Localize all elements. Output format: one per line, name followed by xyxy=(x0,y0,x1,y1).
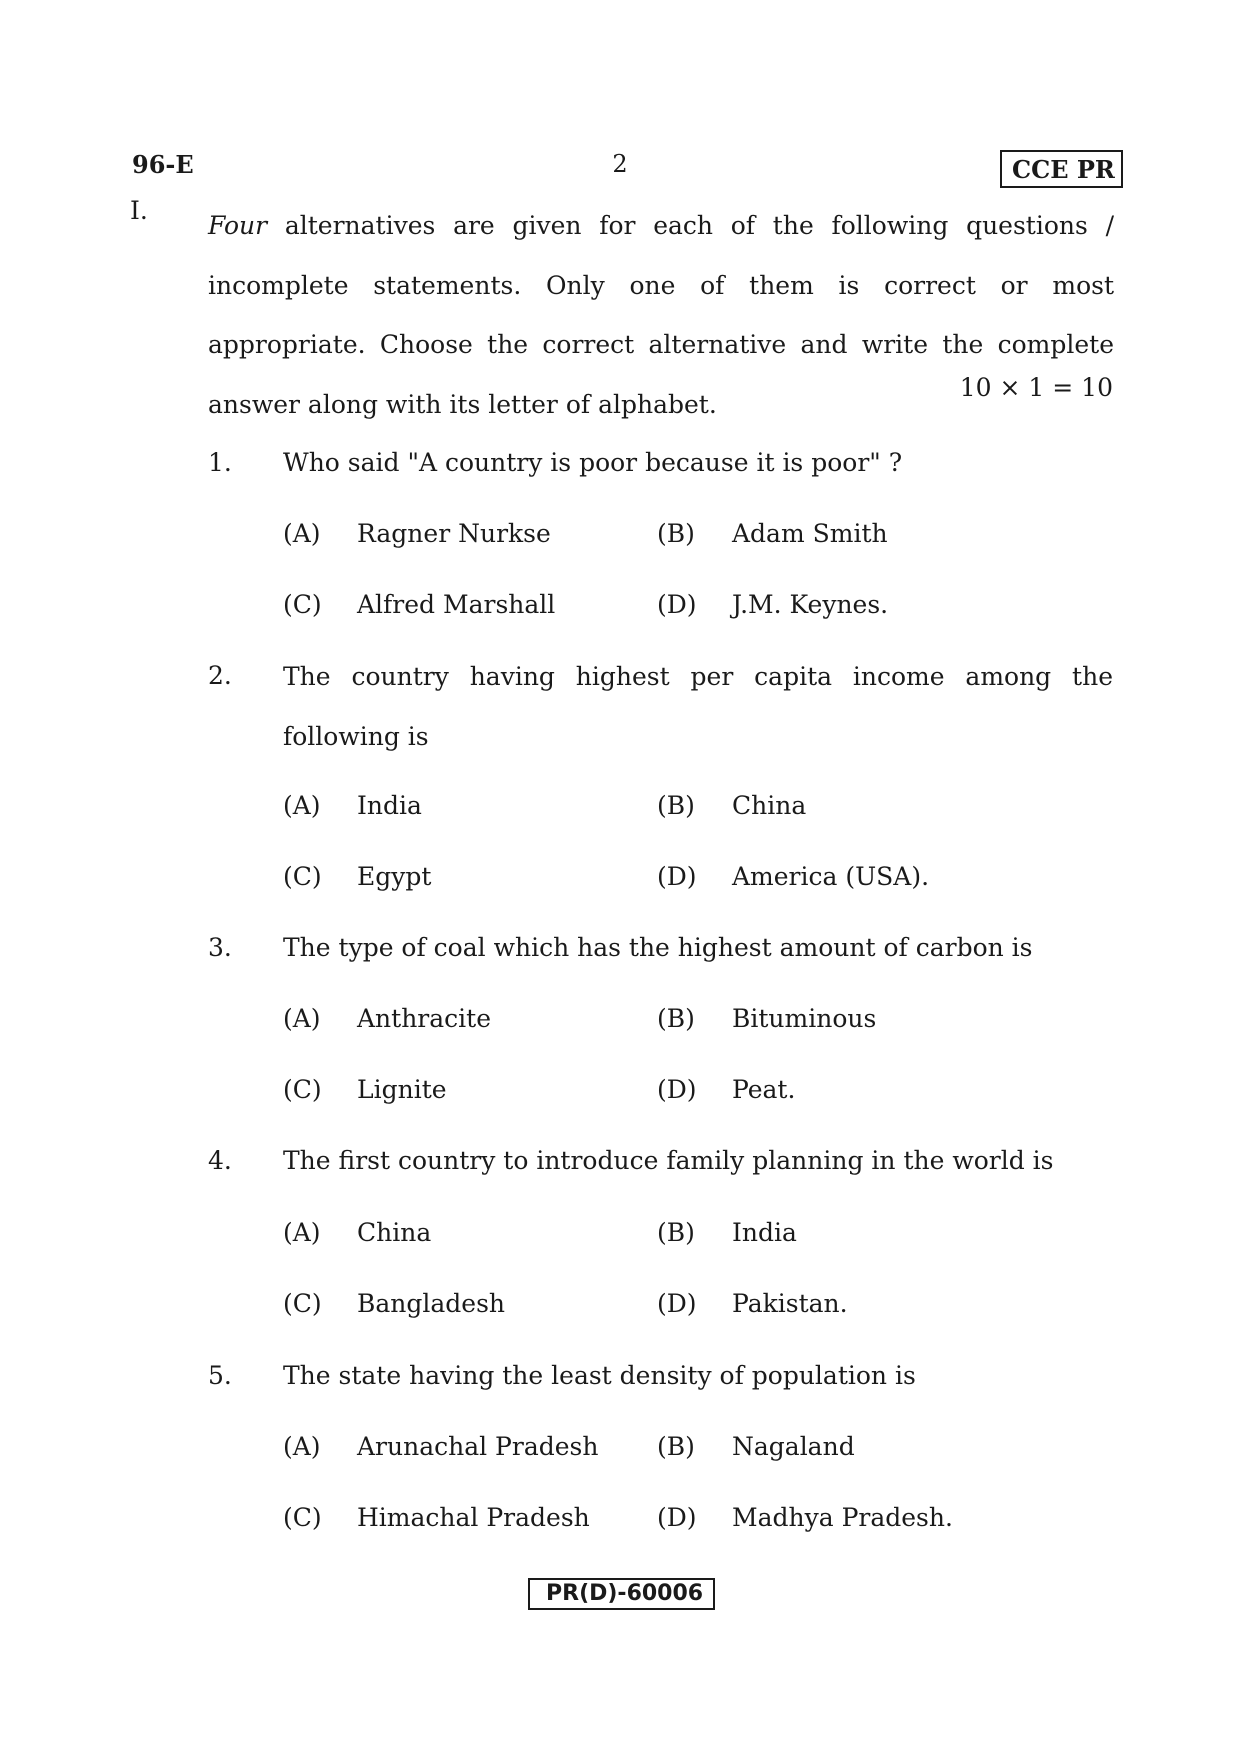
option-text: China xyxy=(732,791,807,820)
option-letter: (C) xyxy=(283,862,322,891)
option-letter: (C) xyxy=(283,1289,322,1318)
option-text: Pakistan. xyxy=(732,1289,848,1318)
page-number: 2 xyxy=(612,150,628,178)
cce-pr-box: CCE PR xyxy=(1000,150,1123,188)
question-text: Who said "A country is poor because it is poor" ? xyxy=(283,448,903,477)
option-text: J.M. Keynes. xyxy=(732,590,889,619)
paper-code: 96-E xyxy=(132,150,194,179)
question-text xyxy=(283,647,1113,766)
option-letter: (C) xyxy=(283,1075,322,1104)
footer-code-box: PR(D)-60006 xyxy=(528,1578,715,1610)
instruction-italic-word: Four xyxy=(208,211,268,240)
option-text: Lignite xyxy=(357,1075,447,1104)
instruction-text: alternatives are given for each of the following questions / incomplete statements. Only one of them is correct or most appropriate. Choose the correct alternative and write the complete answer along with its letter of alphabet. xyxy=(208,211,1114,419)
option-letter: (B) xyxy=(657,1218,695,1247)
question-number: 3. xyxy=(208,933,232,962)
question-text-line: The country having highest per capita income among the xyxy=(283,662,1113,691)
option-letter: (A) xyxy=(283,1432,321,1461)
option-text: India xyxy=(357,791,422,820)
option-text: Bituminous xyxy=(732,1004,877,1033)
option-text: Himachal Pradesh xyxy=(357,1503,590,1532)
question-text-line: following is xyxy=(283,721,429,751)
option-text: Alfred Marshall xyxy=(357,590,556,619)
option-letter: (B) xyxy=(657,1004,695,1033)
question-number: 1. xyxy=(208,448,232,477)
option-letter: (B) xyxy=(657,791,695,820)
option-letter: (D) xyxy=(657,1075,697,1104)
marks-scheme: 10 × 1 = 10 xyxy=(959,373,1113,402)
option-text: India xyxy=(732,1218,797,1247)
section-number: I. xyxy=(130,196,148,225)
option-text: Anthracite xyxy=(357,1004,491,1033)
option-text: China xyxy=(357,1218,432,1247)
option-letter: (D) xyxy=(657,590,697,619)
option-letter: (A) xyxy=(283,1004,321,1033)
option-text: Bangladesh xyxy=(357,1289,506,1318)
question-text: The type of coal which has the highest amount of carbon is xyxy=(283,933,1033,962)
option-letter: (C) xyxy=(283,1503,322,1532)
option-text: Arunachal Pradesh xyxy=(357,1432,599,1461)
option-letter: (B) xyxy=(657,1432,695,1461)
option-text: Egypt xyxy=(357,862,432,891)
option-letter: (D) xyxy=(657,862,697,891)
option-letter: (D) xyxy=(657,1503,697,1532)
question-number: 2. xyxy=(208,661,232,690)
option-letter: (D) xyxy=(657,1289,697,1318)
option-text: Nagaland xyxy=(732,1432,855,1461)
question-number: 5. xyxy=(208,1361,232,1390)
option-letter: (A) xyxy=(283,519,321,548)
option-letter: (C) xyxy=(283,590,322,619)
option-text: Adam Smith xyxy=(732,519,888,548)
option-letter: (A) xyxy=(283,1218,321,1247)
question-number: 4. xyxy=(208,1146,232,1175)
question-text: The state having the least density of population is xyxy=(283,1361,916,1390)
option-text: Ragner Nurkse xyxy=(357,519,551,548)
option-text: America (USA). xyxy=(732,862,930,891)
option-text: Madhya Pradesh. xyxy=(732,1503,953,1532)
question-text: The first country to introduce family planning in the world is xyxy=(283,1146,1054,1175)
option-text: Peat. xyxy=(732,1075,796,1104)
option-letter: (A) xyxy=(283,791,321,820)
option-letter: (B) xyxy=(657,519,695,548)
